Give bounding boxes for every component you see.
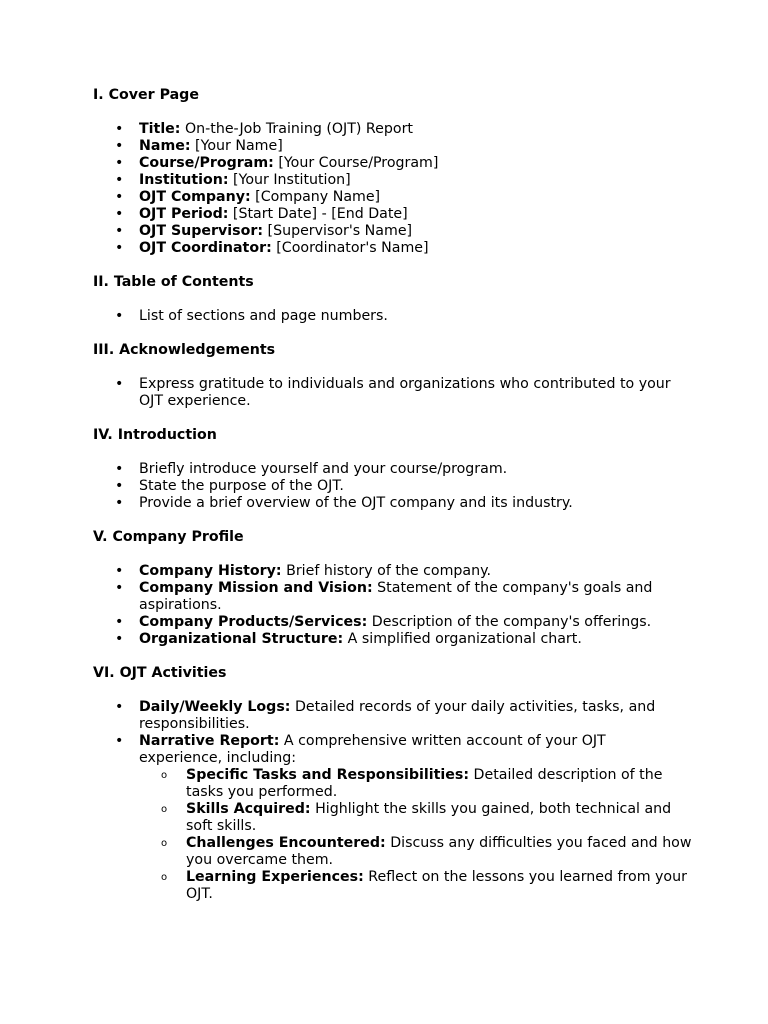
item-label: Title: [139,121,181,137]
bullet-icon: • [115,121,124,137]
sub-list-item [139,801,693,835]
section-table-of-contents [93,274,693,325]
bullet-icon: • [115,733,124,749]
sub-list-item [139,835,693,869]
bullet-icon: • [115,614,124,630]
section-introduction [93,427,693,512]
section-acknowledgements [93,342,693,410]
sub-list-item [139,869,693,903]
item-text: [Supervisor's Name] [263,223,413,239]
item-text: On-the-Job Training (OJT) Report [180,121,413,137]
item-label: Institution: [139,172,229,188]
item-text: Briefly introduce yourself and your course/program. [139,461,508,477]
section-company-profile [93,529,693,648]
bullet-list [93,308,693,325]
item-text: [Start Date] - [End Date] [228,206,408,222]
list-item [93,614,693,631]
list-item [93,733,693,903]
bullet-icon: • [115,189,124,205]
list-item [93,376,693,410]
item-text: [Your Institution] [228,172,351,188]
section-heading: III. Acknowledgements [93,342,276,358]
list-item [93,223,693,240]
item-text: Express gratitude to individuals and organizations who contributed to your OJT experience. [139,376,671,409]
bullet-list [93,376,693,410]
item-text: [Coordinator's Name] [271,240,429,256]
item-text: Reflect on the lessons you learned from your OJT. [186,869,687,902]
list-item [93,189,693,206]
section-cover-page [93,87,693,257]
circle-bullet-icon: o [161,804,168,815]
item-label: Daily/Weekly Logs: [139,699,291,715]
section-heading: I. Cover Page [93,87,199,103]
list-item [93,580,693,614]
section-heading: II. Table of Contents [93,274,254,290]
circle-bullet-icon: o [161,770,168,781]
item-label: OJT Supervisor: [139,223,264,239]
item-text: State the purpose of the OJT. [139,478,344,494]
list-item [93,495,693,512]
item-label: Specific Tasks and Responsibilities: [186,767,470,783]
item-label: Company History: [139,563,282,579]
section-heading: VI. OJT Activities [93,665,227,681]
item-label: OJT Company: [139,189,251,205]
list-item [93,138,693,155]
list-item [93,121,693,138]
item-label: Course/Program: [139,155,274,171]
item-label: Narrative Report: [139,733,280,749]
bullet-icon: • [115,308,124,324]
section-heading: V. Company Profile [93,529,244,545]
bullet-list [93,699,693,903]
bullet-icon: • [115,461,124,477]
item-label: Name: [139,138,191,154]
item-label: Learning Experiences: [186,869,364,885]
bullet-icon: • [115,240,124,256]
list-item [93,308,693,325]
bullet-list [93,121,693,257]
item-text: Provide a brief overview of the OJT company and its industry. [139,495,573,511]
list-item [93,206,693,223]
item-text: Statement of the company's goals and aspirations. [139,580,653,613]
item-text: [Company Name] [250,189,381,205]
circle-bullet-icon: o [161,838,168,849]
item-text: List of sections and page numbers. [139,308,388,324]
item-label: Challenges Encountered: [186,835,386,851]
item-text: A comprehensive written account of your OJT experience, including: [139,733,606,766]
item-text: Brief history of the company. [281,563,492,579]
list-item [93,172,693,189]
list-item [93,478,693,495]
item-text: Description of the company's offerings. [367,614,652,630]
item-label: Company Mission and Vision: [139,580,373,596]
list-item [93,563,693,580]
bullet-icon: • [115,376,124,392]
item-label: Company Products/Services: [139,614,368,630]
item-text: Detailed records of your daily activities, tasks, and responsibilities. [139,699,656,732]
list-item [93,699,693,733]
item-label: Organizational Structure: [139,631,344,647]
bullet-icon: • [115,580,124,596]
list-item [93,155,693,172]
item-text: Discuss any difficulties you faced and how you overcame them. [186,835,692,868]
bullet-list [93,563,693,648]
section-heading: IV. Introduction [93,427,217,443]
item-text: [Your Course/Program] [273,155,439,171]
section-ojt-activities [93,665,693,903]
sub-list-item [139,767,693,801]
document-page [93,87,693,920]
item-label: OJT Coordinator: [139,240,272,256]
item-label: Skills Acquired: [186,801,311,817]
bullet-icon: • [115,631,124,647]
item-text: [Your Name] [190,138,283,154]
sub-bullet-list [139,767,693,903]
item-label: OJT Period: [139,206,229,222]
bullet-icon: • [115,478,124,494]
item-text: A simplified organizational chart. [343,631,582,647]
item-text: Highlight the skills you gained, both technical and soft skills. [186,801,672,834]
bullet-icon: • [115,138,124,154]
bullet-icon: • [115,172,124,188]
bullet-icon: • [115,206,124,222]
bullet-icon: • [115,699,124,715]
bullet-icon: • [115,155,124,171]
bullet-icon: • [115,223,124,239]
bullet-list [93,461,693,512]
circle-bullet-icon: o [161,872,168,883]
item-text: Detailed description of the tasks you performed. [186,767,663,800]
list-item [93,631,693,648]
list-item [93,240,693,257]
list-item [93,461,693,478]
bullet-icon: • [115,563,124,579]
bullet-icon: • [115,495,124,511]
